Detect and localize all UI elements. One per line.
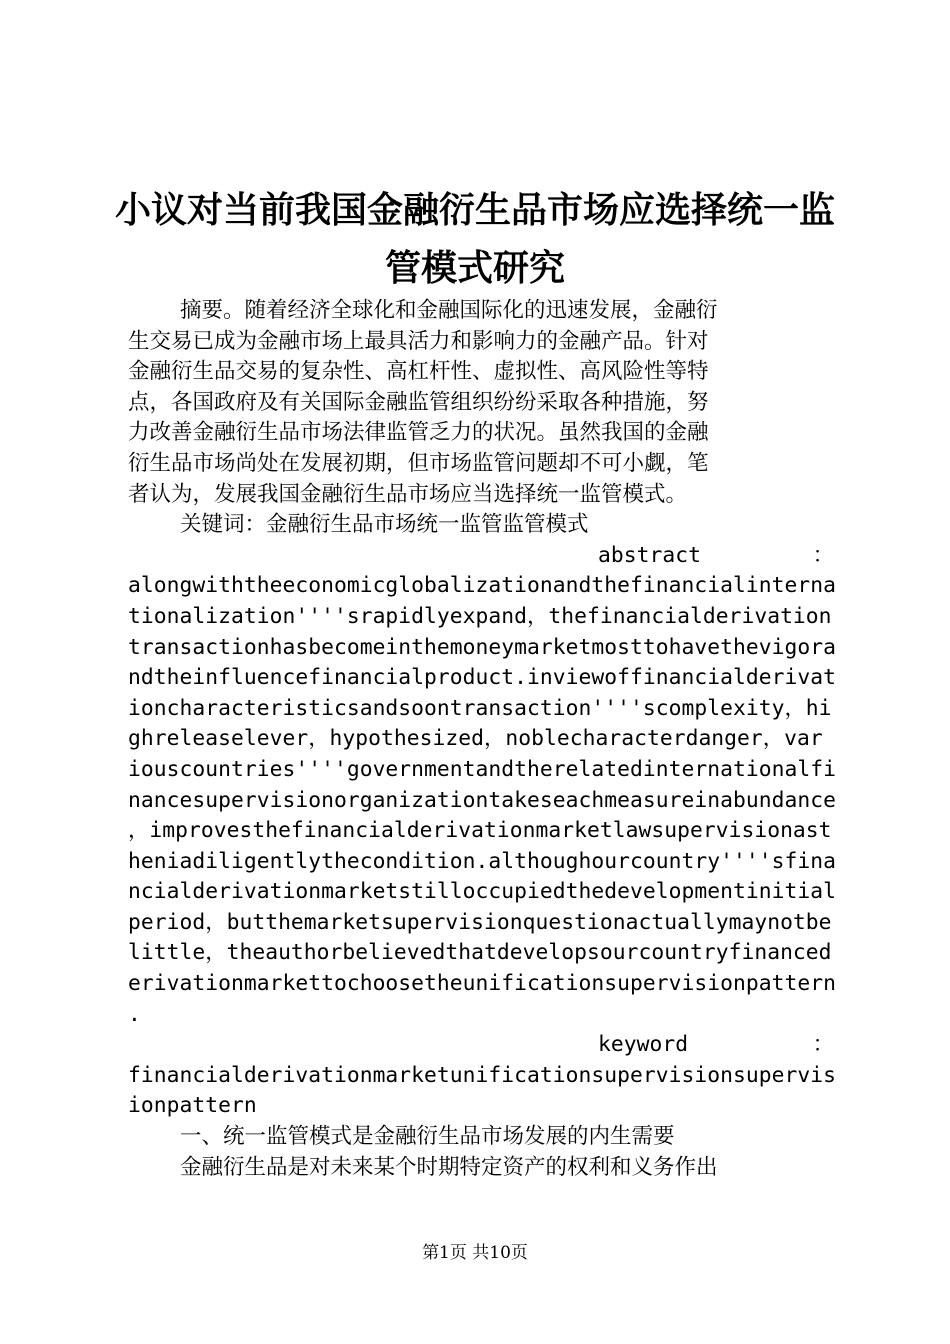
abstract-cn-line: 者认为，发展我国金融衍生品市场应当选择统一监管模式。 [128, 481, 688, 507]
abstract-en-line: period，butthemarketsupervisionquestionactuallymaynotbe [128, 909, 832, 935]
document-title-line-2: 管模式研究 [384, 247, 565, 289]
abstract-cn-line: 摘要。随着经济全球化和金融国际化的迅速发展，金融衍 [180, 298, 718, 323]
document-title-line-1: 小议对当前我国金融衍生品市场应选择统一监 [114, 189, 835, 231]
abstract-en-line: ncialderivationmarketstilloccupiedthedevelopmentinitial [128, 879, 836, 905]
page-indicator: 第1页 共10页 [422, 1243, 528, 1263]
abstract-en-line: erivationmarkettochoosetheunificationsupervisionpattern [128, 971, 836, 997]
abstract-en-label: abstract [598, 542, 701, 568]
abstract-en-line: iouscountries''''governmentandtherelatedinternationalfi [128, 756, 836, 782]
abstract-en-line: ioncharacteristicsandsoontransaction''''scomplexity，hi [128, 695, 832, 721]
abstract-en-line: ndtheinfluencefinancialproduct.inviewoffinancialderivat [128, 665, 836, 691]
keywords-cn: 关键词：金融衍生品市场统一监管监管模式 [180, 512, 589, 538]
abstract-en-line: nancesupervisionorganizationtakeseachmeasureinabundance [128, 787, 836, 813]
section-paragraph-line: 金融衍生品是对未来某个时期特定资产的权利和义务作出 [180, 1154, 718, 1180]
keyword-en-colon: ： [812, 1032, 834, 1058]
abstract-en-colon: ： [812, 542, 834, 568]
document-body [128, 296, 834, 1183]
abstract-en-line: alongwiththeeconomicglobalizationandthefinancialinterna [128, 573, 836, 599]
abstract-cn-line: 生交易已成为金融市场上最具活力和影响力的金融产品。针对 [128, 328, 709, 354]
abstract-en-line: tionalization''''srapidlyexpand，thefinancialderivation [128, 603, 832, 629]
abstract-cn-line: 点，各国政府及有关国际金融监管组织纷纷采取各种措施，努 [128, 389, 709, 415]
abstract-en-heading [128, 541, 834, 572]
abstract-en-line: heniadiligentlythecondition.althoughourcountry''''sfina [128, 848, 836, 874]
keyword-en-heading [128, 1030, 834, 1061]
abstract-en-line: ，improvesthefinancialderivationmarketlawsupervisionast [128, 818, 832, 844]
abstract-en-line: little，theauthorbelievedthatdevelopsourcountryfinanced [128, 940, 832, 966]
abstract-en-line: ghreleaselever，hypothesized，noblecharacterdanger，var [128, 726, 823, 752]
keyword-en-label: keyword [598, 1032, 689, 1058]
abstract-en-line: . [128, 1001, 141, 1027]
abstract-cn-line: 力改善金融衍生品市场法律监管乏力的状况。虽然我国的金融 [128, 420, 709, 446]
abstract-cn-line: 衍生品市场尚处在发展初期，但市场监管问题却不可小觑，笔 [128, 450, 709, 476]
keyword-en-line: ionpattern [128, 1093, 257, 1119]
keyword-en-line: financialderivationmarketunificationsupervisionsupervis [128, 1062, 836, 1088]
abstract-cn-line: 金融衍生品交易的复杂性、高杠杆性、虚拟性、高风险性等特 [128, 359, 709, 385]
abstract-en-line: transactionhasbecomeinthemoneymarketmosttohavethevigora [128, 634, 836, 660]
section-heading: 一、统一监管模式是金融衍生品市场发展的内生需要 [180, 1124, 675, 1150]
